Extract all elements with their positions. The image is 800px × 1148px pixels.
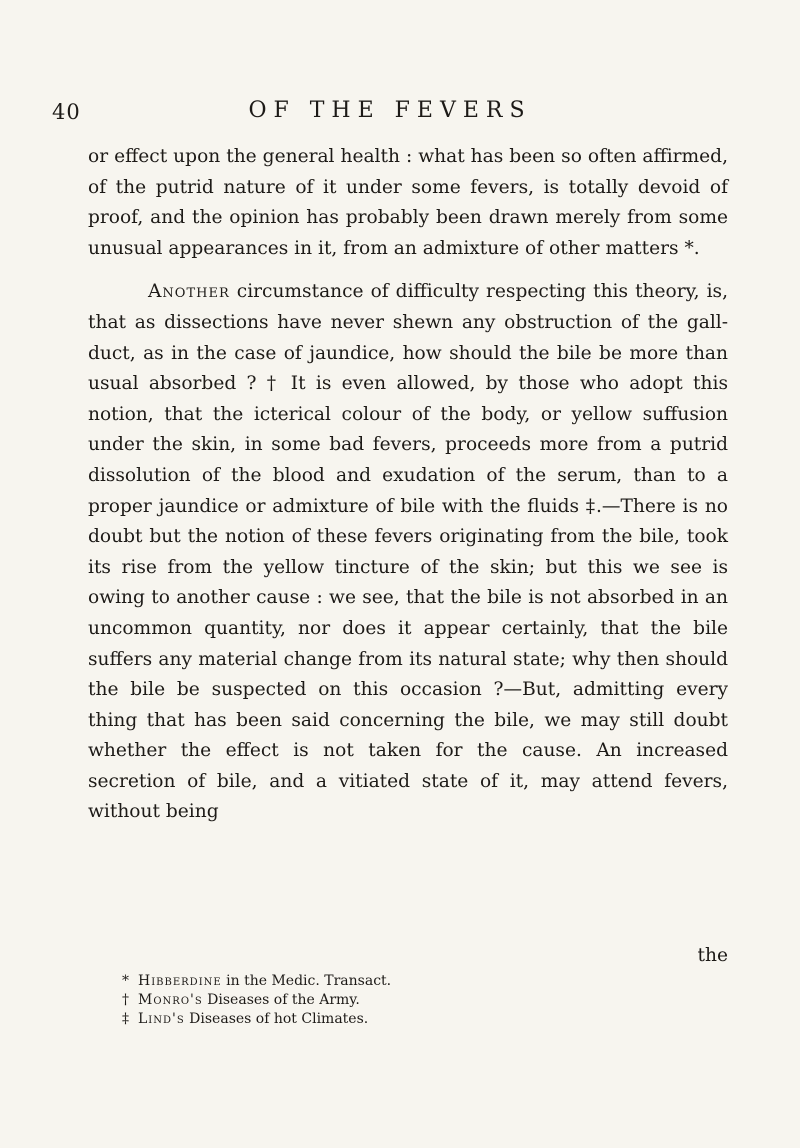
footnote-mark: * [122,973,129,989]
footnote-mark: † [122,992,129,1008]
footnote-author: Lind's [138,1011,185,1027]
paragraph-1: or effect upon the general health : what has been so often affirmed, of the putrid nature of it under some fevers, is totally devoid of proof, and the opinion has probably been drawn merely from some unusual appearances in it, from an admixture of other matters *. [88,146,728,259]
footnote-text: in the Medic. Transact. [221,973,392,989]
footnote-text: Diseases of hot Climates. [184,1011,369,1027]
footnote-author: Hibberdine [138,973,222,989]
catchword: the [697,945,728,966]
paragraph-2-lead: Another [148,281,230,303]
footnotes [122,972,682,1029]
footnote [122,1010,682,1029]
paragraph-2-text: circumstance of difficulty respecting this theory, is, that as dissections have never shewn any obstruction of the gall-duct, as in the case of jaundice, how should the bile be more than usual absorbed ? † It is even allowed, by those who adopt this notion, that the icterical colour of the body, or yellow suffusion under the skin, in some bad fevers, proceeds more from a putrid dissolution of the blood and exudation of the serum, than to a proper jaundice or admixture of bile with the fluids ‡.—There is no doubt but the notion of these fevers originating from the bile, took its rise from the yellow tincture of the skin; but this we see is owing to another cause : we see, that the bile is not absorbed in an uncommon quantity, nor does it appear certainly, that the bile suffers any material change from its natural state; why then should the bile be suspected on this occasion ?—But, admitting every thing that has been said concerning the bile, we may still doubt whether the effect is not taken for the cause. An increased secretion of bile, and a vitiated state of it, may attend fevers, without being [88,281,728,823]
running-head: OF THE FEVERS [248,98,532,123]
footnote [122,972,682,991]
footnote-mark: ‡ [122,1011,129,1027]
footnote-author: Monro's [138,992,203,1008]
footnote [122,991,682,1010]
footnote-text: Diseases of the Army. [202,992,360,1008]
body-text [88,142,728,828]
page-number: 40 [52,100,81,124]
paragraph-2 [88,277,728,828]
